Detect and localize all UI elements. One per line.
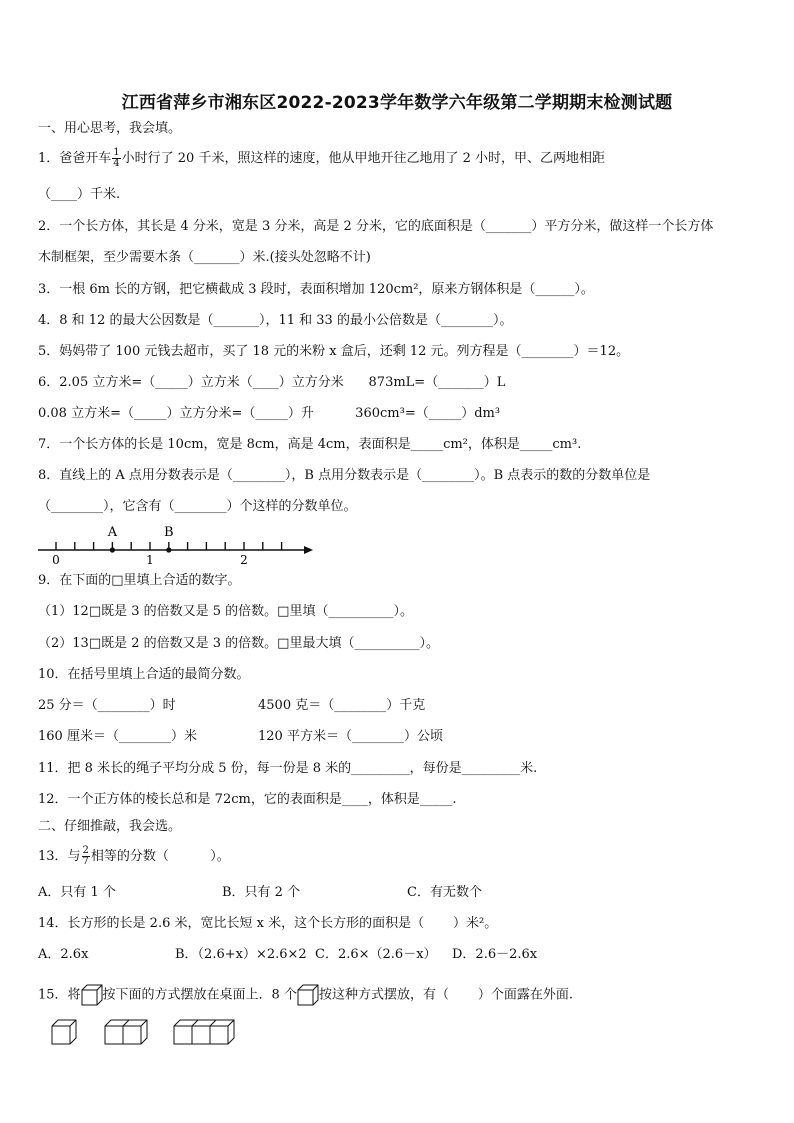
q14-option-b: B．（2.6+x）×2.6×2 xyxy=(175,947,307,962)
question-14: 14．长方形的长是 2.6 米，宽比长短 x 米，这个长方形的面积是（ ）米²。 xyxy=(38,916,498,931)
question-10-line-3-right: 120 平方米＝（________）公顷 xyxy=(258,729,443,744)
q15-text-b: 按下面的方式摆放在桌面上．8 个 xyxy=(102,987,297,1003)
question-10-line-3-left: 160 厘米＝（________）米 xyxy=(38,729,197,744)
tick-label-0: 0 xyxy=(52,553,60,567)
two-cube-figure xyxy=(105,1020,147,1044)
q13-text-b: 相等的分数（ ）。 xyxy=(90,849,230,864)
question-2-line-1: 2．一个长方体，其长是 4 分米，宽是 3 分米，高是 2 分米，它的底面积是（_______）平方分米，做这样一个长方体 xyxy=(38,219,714,234)
question-4: 4．8 和 12 的最大公因数是（_______），11 和 33 的最小公倍数是（________）。 xyxy=(38,313,513,328)
q15-text-c: 按这种方式摆放，有（ ）个面露在外面. xyxy=(318,987,574,1003)
question-1-line-2: （____）千米. xyxy=(38,187,121,202)
point-a-label: A xyxy=(107,525,118,540)
question-3: 3．一根 6m 长的方钢，把它横截成 3 段时，表面积增加 120cm²，原来方钢体积是（______）。 xyxy=(38,282,594,297)
question-8-line-1: 8．直线上的 A 点用分数表示是（________），B 点用分数表示是（________）。B 点表示的数的分数单位是 xyxy=(38,468,651,483)
question-10-line-2-left: 25 分＝（________）时 xyxy=(38,698,176,713)
fraction-two-sevenths: $\frac{2}{7}$ xyxy=(82,845,89,867)
question-13 xyxy=(38,846,230,867)
question-10-line-2-right: 4500 克＝（________）千克 xyxy=(258,698,426,713)
one-cube-figure xyxy=(52,1020,76,1044)
question-6-line-2: 0.08 立方米=（_____）立方分米=（_____）升 360cm³=（_____）dm³ xyxy=(38,406,501,421)
question-11: 11．把 8 米长的绳子平均分成 5 份，每一份是 8 米的_________，每份是_________米. xyxy=(38,761,538,776)
question-8-line-2: （________），它含有（________）个这样的分数单位。 xyxy=(38,499,357,514)
section-2-heading: 二、仔细推敲，我会选。 xyxy=(38,819,182,834)
q15-text-a: 15．将 xyxy=(38,987,81,1003)
section-1-heading: 一、用心思考，我会填。 xyxy=(38,121,182,136)
question-6-line-1: 6．2.05 立方米=（_____）立方米（____）立方分米 873mL=（_______）L xyxy=(38,375,506,390)
point-b-dot xyxy=(166,547,171,552)
question-10-line-1: 10．在括号里填上合适的最简分数。 xyxy=(38,667,250,682)
q1-text-b: 小时行了 20 千米，照这样的速度，他从甲地开往乙地用了 2 小时，甲、乙两地相距 xyxy=(121,151,605,166)
page-title: 江西省萍乡市湘东区2022-2023学年数学六年级第二学期期末检测试题 xyxy=(121,93,673,113)
point-b-label: B xyxy=(164,525,174,540)
question-15 xyxy=(38,984,573,1006)
q14-option-d: D．2.6－2.6x xyxy=(452,947,538,962)
number-line xyxy=(34,518,324,568)
fraction-one-quarter: $\frac{1}{4}$ xyxy=(113,147,120,169)
q14-option-a: A．2.6x xyxy=(38,947,89,962)
point-a-dot xyxy=(110,547,115,552)
question-9-line-2: （1）12□既是 3 的倍数又是 5 的倍数。□里填（__________）。 xyxy=(38,604,413,619)
arrow-head-icon xyxy=(304,546,313,554)
tick-label-2: 2 xyxy=(240,553,248,567)
question-9-line-1: 9．在下面的□里填上合适的数字。 xyxy=(38,573,241,588)
cube-icon xyxy=(297,984,319,1006)
three-cube-figure xyxy=(174,1020,234,1044)
question-1-line-1 xyxy=(38,148,605,169)
question-5: 5．妈妈带了 100 元钱去超市，买了 18 元的米粉 x 盒后，还剩 12 元。列方程是（________）＝12。 xyxy=(38,344,630,359)
q13-option-a: A．只有 1 个 xyxy=(38,885,116,900)
q13-option-c: C．有无数个 xyxy=(407,885,482,900)
q1-text-a: 1．爸爸开车 xyxy=(38,151,112,166)
q14-option-c: C．2.6×（2.6－x） xyxy=(315,947,437,962)
question-12: 12．一个正方体的棱长总和是 72cm，它的表面积是____，体积是_____. xyxy=(38,792,457,807)
cube-arrangements xyxy=(50,1018,250,1048)
tick-label-1: 1 xyxy=(146,553,154,567)
cube-icon xyxy=(81,984,103,1006)
question-2-line-2: 木制框架，至少需要木条（_______）米.(接头处忽略不计) xyxy=(38,250,371,265)
q13-text-a: 13．与 xyxy=(38,849,81,864)
question-7: 7．一个长方体的长是 10cm，宽是 8cm，高是 4cm，表面积是_____cm²，体积是_____cm³. xyxy=(38,437,582,452)
q13-option-b: B．只有 2 个 xyxy=(222,885,301,900)
question-9-line-3: （2）13□既是 2 的倍数又是 3 的倍数。□里最大填（__________）。 xyxy=(38,636,439,651)
